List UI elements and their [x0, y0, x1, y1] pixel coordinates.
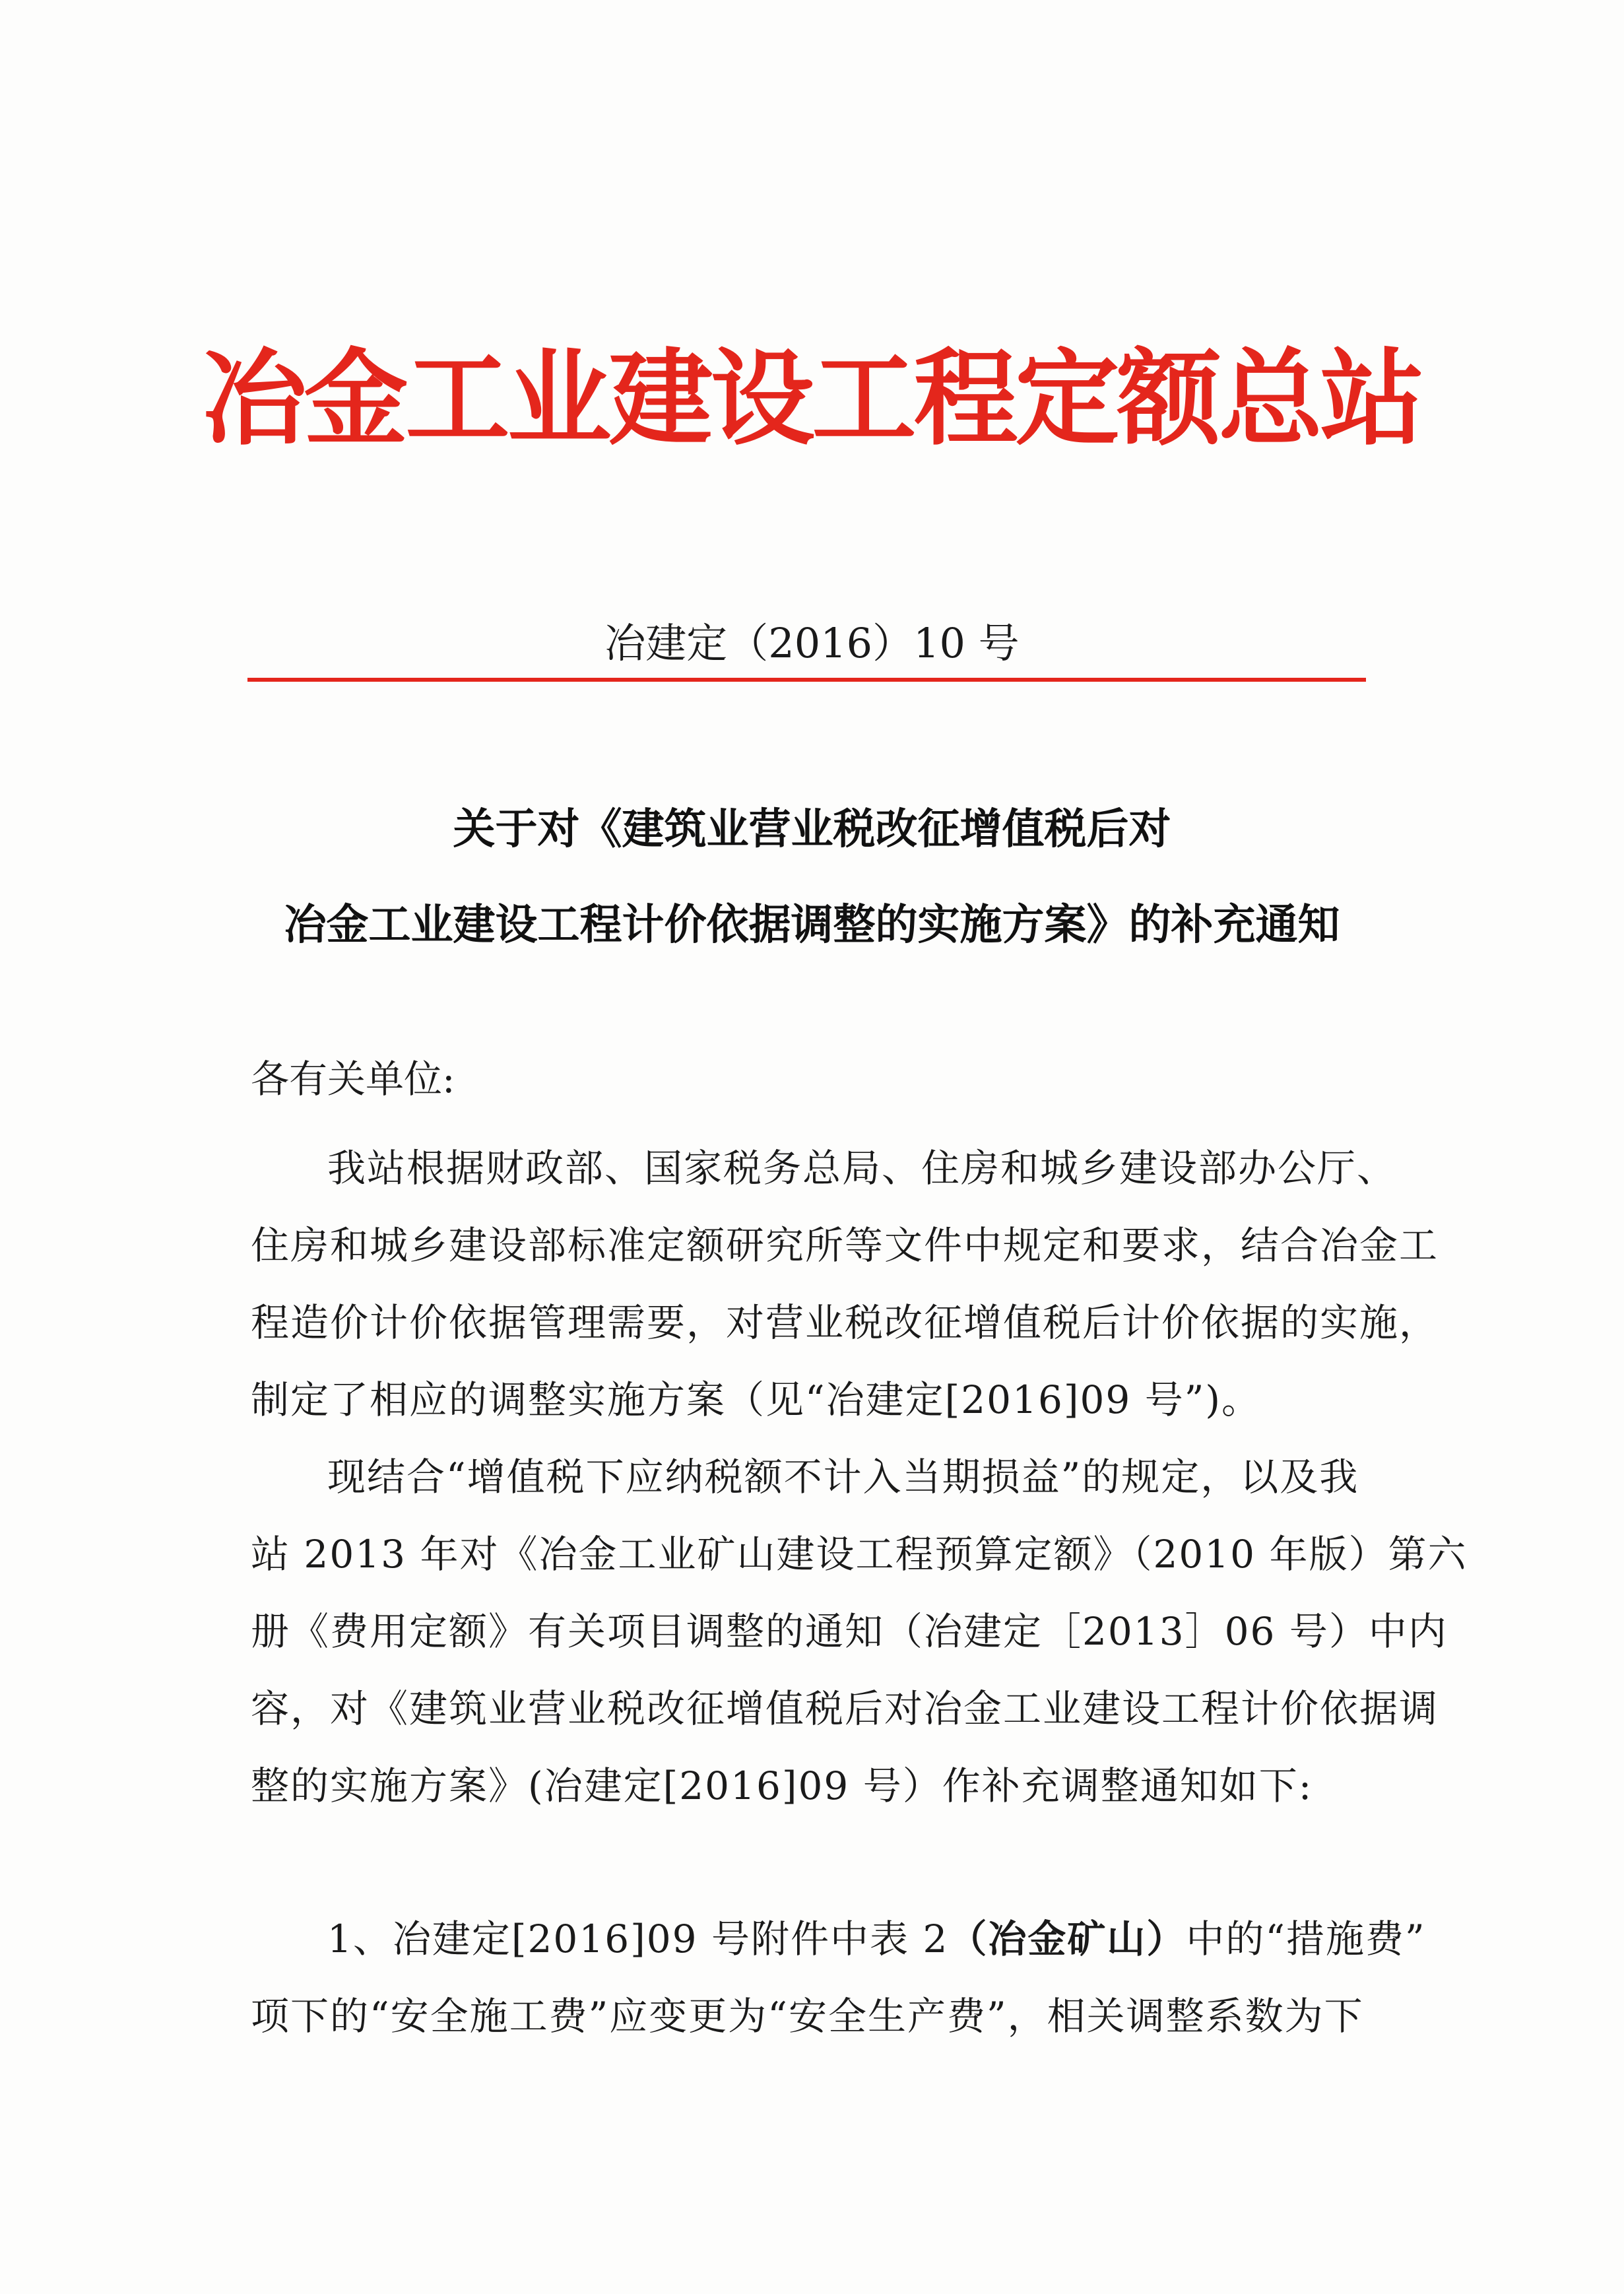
paragraph-3 [251, 1901, 1426, 2055]
item-1-suffix: 中的“措施费” [1186, 1917, 1426, 1961]
paragraph-1-line: 住房和城乡建设部标准定额研究所等文件中规定和要求，结合冶金工 [251, 1223, 1439, 1268]
paragraph-2 [251, 1439, 1468, 1825]
item-1-prefix: 1、冶建定[2016]09 号附件中表 2 [327, 1917, 949, 1961]
paragraph-1-line: 制定了相应的调整实施方案（见“冶建定[2016]09 号”)。 [251, 1377, 1262, 1422]
paragraph-3-line-1 [251, 1901, 1426, 1978]
paragraph-2-line: 现结合“增值税下应纳税额不计入当期损益”的规定，以及我 [327, 1455, 1359, 1499]
document-number: 冶建定（2016）10 号 [604, 619, 1020, 667]
document-title [0, 782, 1624, 973]
red-divider-line [247, 678, 1366, 682]
paragraph-2-line: 册《费用定额》有关项目调整的通知（冶建定［2013］06 号）中内 [251, 1609, 1448, 1654]
salutation: 各有关单位: [251, 1057, 455, 1101]
paragraph-1-line: 我站根据财政部、国家税务总局、住房和城乡建设部办公厅、 [327, 1146, 1397, 1191]
paragraph-1-line: 程造价计价依据管理需要，对营业税改征增值税后计价依据的实施， [251, 1300, 1439, 1345]
agency-name-heading: 冶金工业建设工程定额总站 [202, 339, 1422, 460]
title-line-1: 关于对《建筑业营业税改征增值税后对 [453, 805, 1171, 854]
paragraph-1 [251, 1130, 1439, 1439]
paragraph-2-line: 站 2013 年对《冶金工业矿山建设工程预算定额》（2010 年版）第六 [251, 1532, 1468, 1577]
paragraph-2-line: 容，对《建筑业营业税改征增值税后对冶金工业建设工程计价依据调 [251, 1686, 1439, 1731]
paragraph-3-line-2: 项下的“安全施工费”应变更为“安全生产费”，相关调整系数为下 [251, 1994, 1364, 2039]
paragraph-2-line: 整的实施方案》(冶建定[2016]09 号）作补充调整通知如下: [251, 1763, 1313, 1808]
title-line-2: 冶金工业建设工程计价依据调整的实施方案》的补充通知 [284, 901, 1340, 950]
item-1-bold-term: （冶金矿山） [948, 1917, 1186, 1961]
